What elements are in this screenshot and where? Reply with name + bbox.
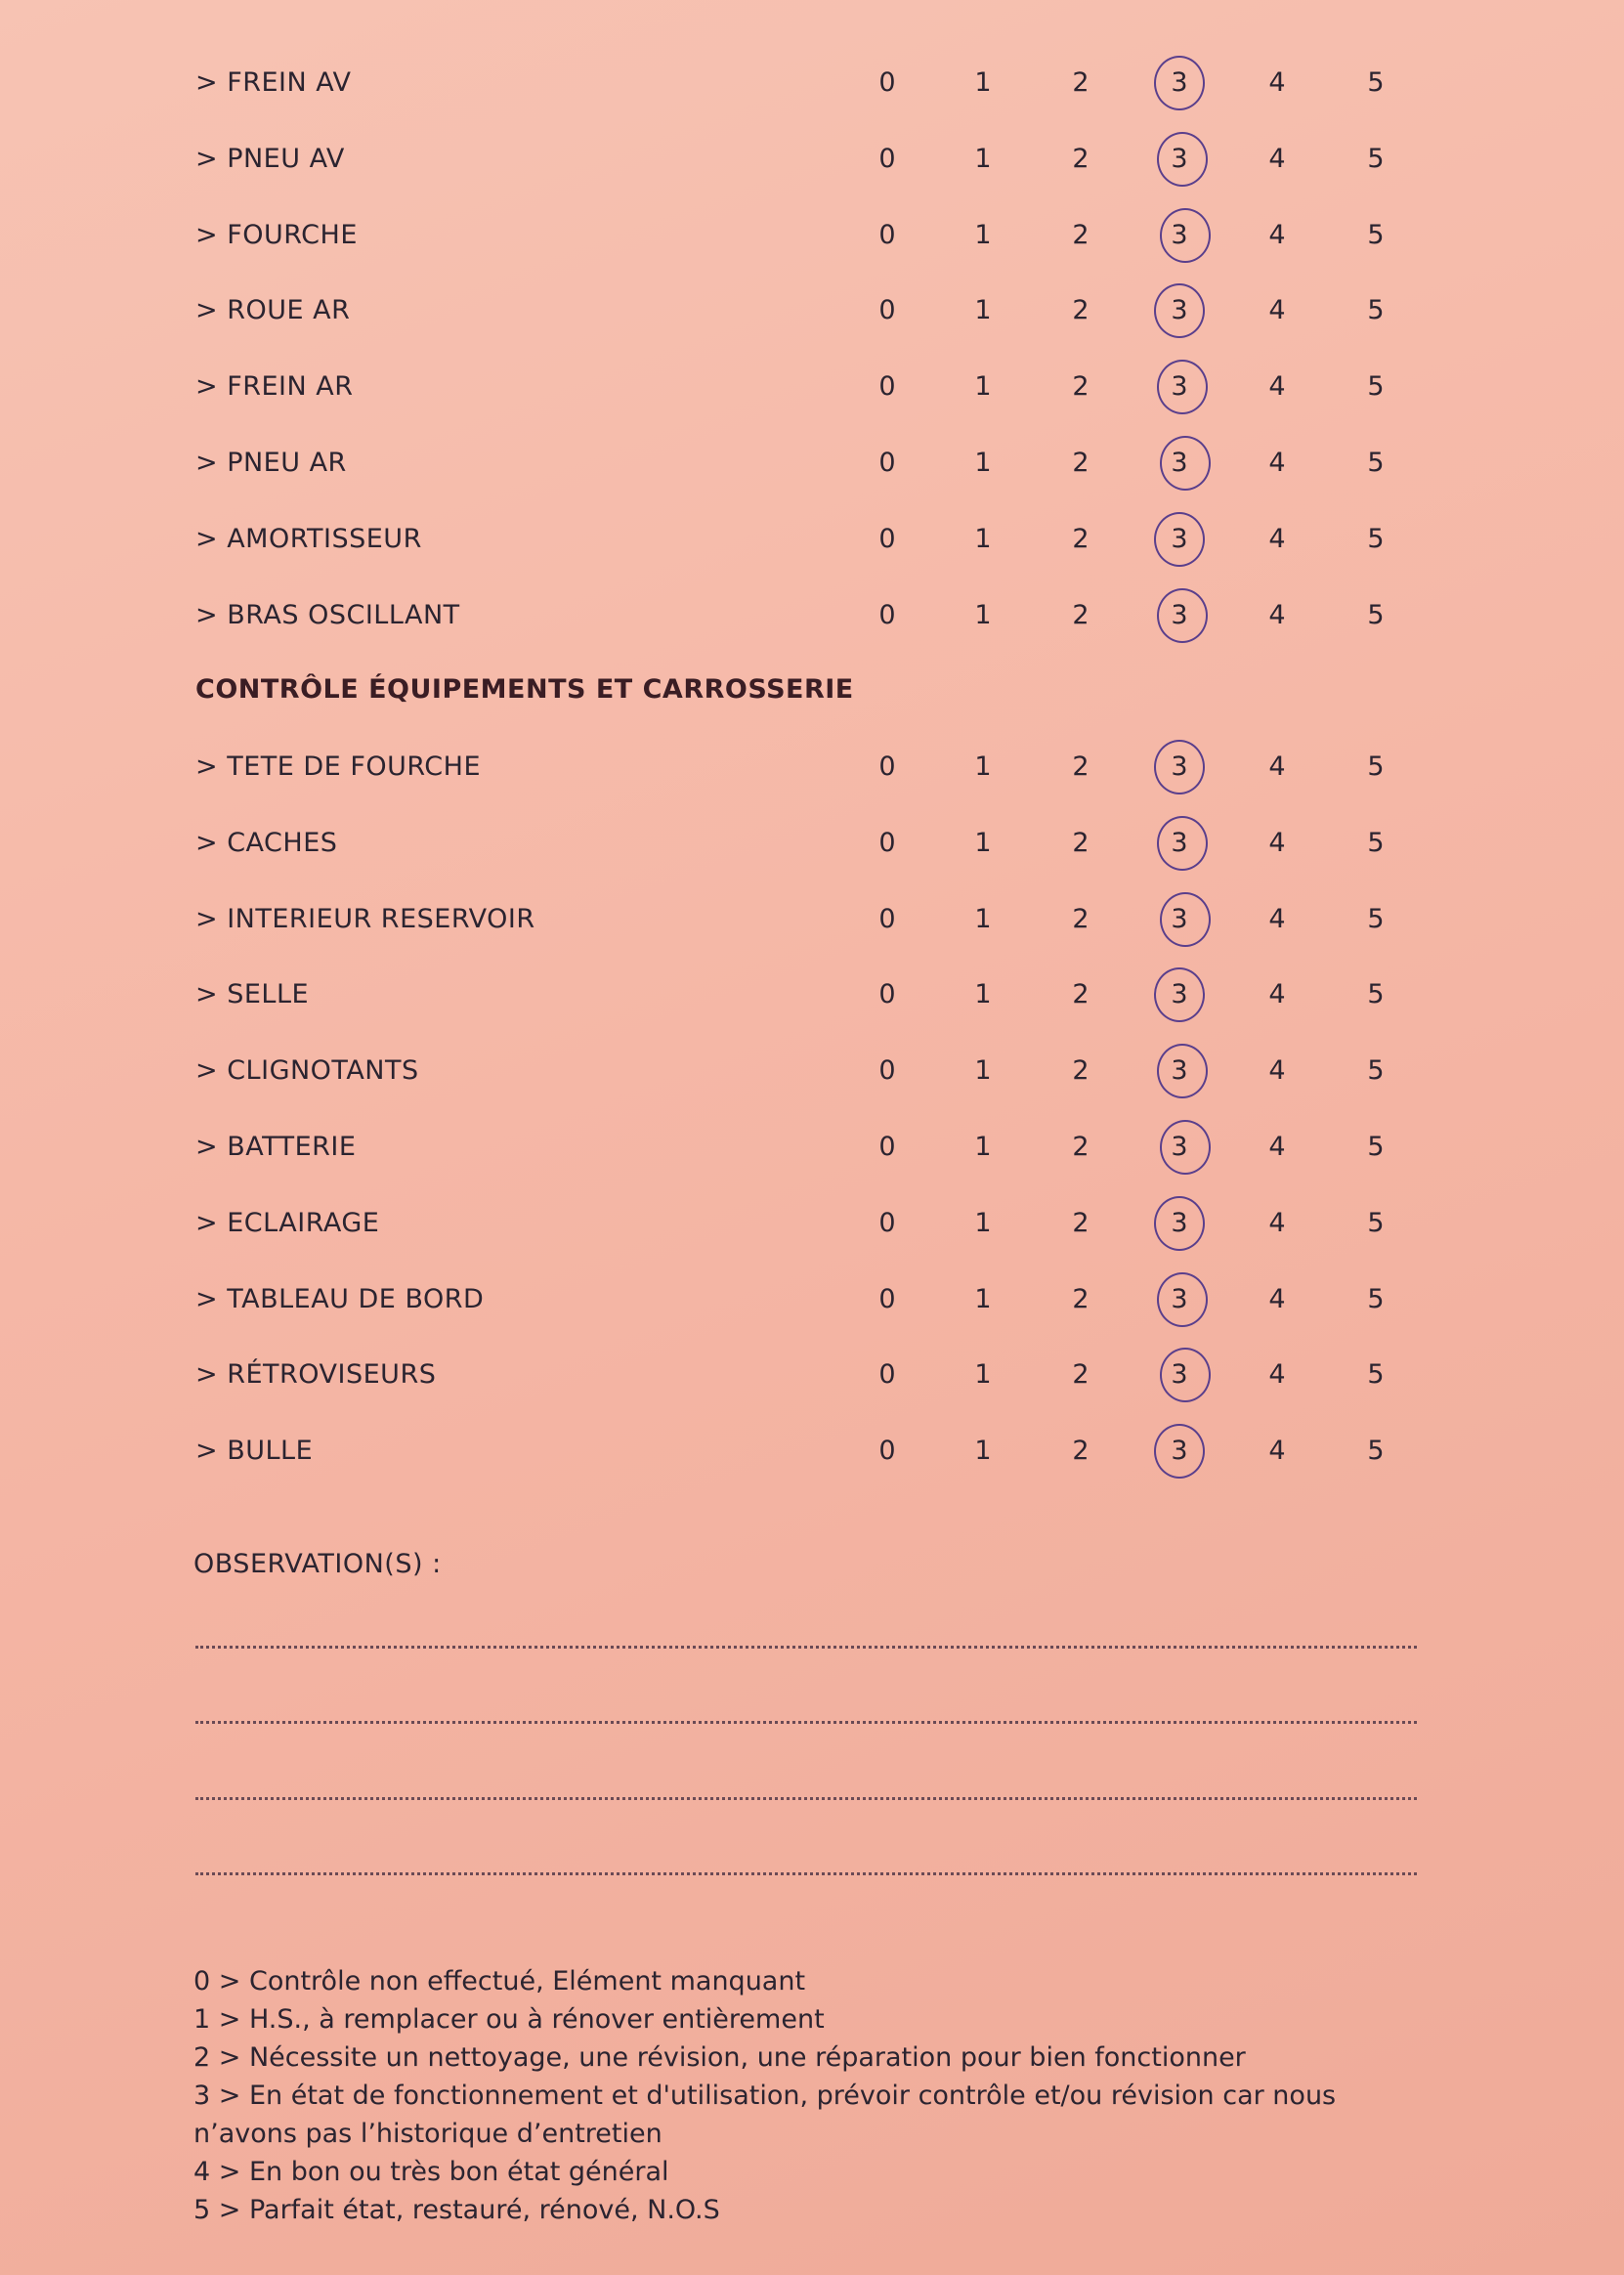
score-option-2[interactable]: 2 <box>1072 1359 1090 1391</box>
score-option-0[interactable]: 0 <box>878 371 896 403</box>
score-option-4[interactable]: 4 <box>1268 1436 1286 1467</box>
score-option-0[interactable]: 0 <box>878 219 896 250</box>
score-option-3[interactable]: 3 <box>1171 1207 1188 1238</box>
rating-row <box>0 510 1624 569</box>
score-option-2[interactable]: 2 <box>1072 751 1090 782</box>
rating-row <box>0 586 1624 645</box>
score-option-0[interactable]: 0 <box>878 1283 896 1314</box>
score-option-0[interactable]: 0 <box>878 827 896 858</box>
item-label: > TETE DE FOURCHE <box>195 751 481 782</box>
score-option-0[interactable]: 0 <box>878 143 896 174</box>
selected-score-circle <box>1154 1196 1205 1251</box>
score-option-2[interactable]: 2 <box>1072 979 1090 1010</box>
selected-score-circle <box>1160 892 1211 947</box>
score-option-1[interactable]: 1 <box>974 599 992 630</box>
selected-score-circle <box>1157 1272 1208 1327</box>
rating-row <box>0 1042 1624 1100</box>
score-option-1[interactable]: 1 <box>974 523 992 554</box>
score-option-2[interactable]: 2 <box>1072 1283 1090 1314</box>
rating-row <box>0 206 1624 265</box>
score-option-4[interactable]: 4 <box>1268 523 1286 554</box>
score-option-3[interactable]: 3 <box>1171 219 1188 250</box>
rating-row <box>0 358 1624 416</box>
score-option-4[interactable]: 4 <box>1268 751 1286 782</box>
score-option-5[interactable]: 5 <box>1367 1207 1385 1238</box>
score-option-0[interactable]: 0 <box>878 1359 896 1391</box>
item-label: > AMORTISSEUR <box>195 523 422 554</box>
score-option-0[interactable]: 0 <box>878 1207 896 1238</box>
score-option-1[interactable]: 1 <box>974 827 992 858</box>
rating-row <box>0 130 1624 189</box>
selected-score-circle <box>1154 1424 1205 1479</box>
score-option-5[interactable]: 5 <box>1367 979 1385 1010</box>
score-option-1[interactable]: 1 <box>974 143 992 174</box>
score-option-0[interactable]: 0 <box>878 599 896 630</box>
score-option-0[interactable]: 0 <box>878 903 896 934</box>
legend-item-3: 3 > En état de fonctionnement et d'utilisation, prévoir contrôle et/ou révision car nous n’avons pas l’historique d’entretien <box>193 2081 1337 2149</box>
selected-score-circle <box>1154 56 1205 110</box>
score-option-5[interactable]: 5 <box>1367 523 1385 554</box>
score-option-3[interactable]: 3 <box>1171 143 1188 174</box>
score-option-5[interactable]: 5 <box>1367 751 1385 782</box>
item-label: > PNEU AV <box>195 143 345 174</box>
rating-row <box>0 1118 1624 1177</box>
score-option-5[interactable]: 5 <box>1367 295 1385 326</box>
score-option-1[interactable]: 1 <box>974 448 992 478</box>
score-option-3[interactable]: 3 <box>1171 903 1188 934</box>
item-label: > ROUE AR <box>195 295 351 326</box>
score-option-1[interactable]: 1 <box>974 295 992 326</box>
score-option-1[interactable]: 1 <box>974 979 992 1010</box>
score-option-2[interactable]: 2 <box>1072 295 1090 326</box>
selected-score-circle <box>1160 1348 1211 1402</box>
score-option-3[interactable]: 3 <box>1171 523 1188 554</box>
score-option-1[interactable]: 1 <box>974 1055 992 1087</box>
selected-score-circle <box>1154 512 1205 567</box>
legend-item-4: 4 > En bon ou très bon état général <box>193 2157 669 2187</box>
legend-item-0: 0 > Contrôle non effectué, Elément manquant <box>193 1966 806 1996</box>
score-option-4[interactable]: 4 <box>1268 599 1286 630</box>
score-option-2[interactable]: 2 <box>1072 903 1090 934</box>
score-option-2[interactable]: 2 <box>1072 371 1090 403</box>
rating-row <box>0 281 1624 340</box>
item-label: > ECLAIRAGE <box>195 1207 380 1238</box>
selected-score-circle <box>1157 360 1208 414</box>
selected-score-circle <box>1160 436 1211 491</box>
score-option-2[interactable]: 2 <box>1072 67 1090 98</box>
score-option-0[interactable]: 0 <box>878 448 896 478</box>
observation-line[interactable] <box>195 1872 1417 1875</box>
score-option-3[interactable]: 3 <box>1171 371 1188 403</box>
score-option-3[interactable]: 3 <box>1171 979 1188 1010</box>
section-title-equipment: CONTRÔLE ÉQUIPEMENTS ET CARROSSERIE <box>195 674 854 705</box>
rating-row <box>0 54 1624 112</box>
observation-line[interactable] <box>195 1797 1417 1800</box>
score-option-5[interactable]: 5 <box>1367 1055 1385 1087</box>
score-option-5[interactable]: 5 <box>1367 67 1385 98</box>
score-option-0[interactable]: 0 <box>878 1055 896 1087</box>
score-option-3[interactable]: 3 <box>1171 1283 1188 1314</box>
selected-score-circle <box>1154 740 1205 794</box>
score-option-4[interactable]: 4 <box>1268 371 1286 403</box>
score-option-5[interactable]: 5 <box>1367 903 1385 934</box>
score-option-3[interactable]: 3 <box>1171 67 1188 98</box>
score-option-1[interactable]: 1 <box>974 751 992 782</box>
score-option-3[interactable]: 3 <box>1171 1132 1188 1162</box>
score-option-4[interactable]: 4 <box>1268 67 1286 98</box>
score-option-1[interactable]: 1 <box>974 1207 992 1238</box>
score-option-2[interactable]: 2 <box>1072 599 1090 630</box>
score-option-2[interactable]: 2 <box>1072 1207 1090 1238</box>
item-label: > FREIN AR <box>195 371 354 403</box>
score-option-5[interactable]: 5 <box>1367 143 1385 174</box>
score-option-4[interactable]: 4 <box>1268 448 1286 478</box>
score-option-5[interactable]: 5 <box>1367 1436 1385 1467</box>
score-option-3[interactable]: 3 <box>1171 1359 1188 1391</box>
score-option-1[interactable]: 1 <box>974 903 992 934</box>
score-option-5[interactable]: 5 <box>1367 827 1385 858</box>
score-option-0[interactable]: 0 <box>878 523 896 554</box>
rating-row <box>0 434 1624 493</box>
score-option-0[interactable]: 0 <box>878 1132 896 1162</box>
observations-label: OBSERVATION(S) : <box>193 1549 442 1579</box>
item-label: > CLIGNOTANTS <box>195 1055 419 1087</box>
rating-row <box>0 814 1624 873</box>
item-label: > FOURCHE <box>195 219 358 250</box>
score-option-4[interactable]: 4 <box>1268 1359 1286 1391</box>
score-option-1[interactable]: 1 <box>974 371 992 403</box>
score-option-4[interactable]: 4 <box>1268 143 1286 174</box>
observation-line[interactable] <box>195 1721 1417 1724</box>
rating-row <box>0 1346 1624 1404</box>
score-option-5[interactable]: 5 <box>1367 1359 1385 1391</box>
item-label: > BATTERIE <box>195 1132 357 1162</box>
score-option-4[interactable]: 4 <box>1268 1207 1286 1238</box>
score-option-5[interactable]: 5 <box>1367 1132 1385 1162</box>
score-option-4[interactable]: 4 <box>1268 295 1286 326</box>
score-option-5[interactable]: 5 <box>1367 219 1385 250</box>
legend-item-1: 1 > H.S., à remplacer ou à rénover entièrement <box>193 2004 825 2035</box>
score-option-2[interactable]: 2 <box>1072 143 1090 174</box>
score-option-5[interactable]: 5 <box>1367 599 1385 630</box>
score-option-0[interactable]: 0 <box>878 979 896 1010</box>
score-option-1[interactable]: 1 <box>974 67 992 98</box>
score-option-3[interactable]: 3 <box>1171 1436 1188 1467</box>
rating-row <box>0 890 1624 949</box>
item-label: > CACHES <box>195 827 338 858</box>
selected-score-circle <box>1154 967 1205 1022</box>
score-option-2[interactable]: 2 <box>1072 1055 1090 1087</box>
score-option-4[interactable]: 4 <box>1268 1283 1286 1314</box>
rating-row <box>0 738 1624 796</box>
rating-row <box>0 1270 1624 1329</box>
score-option-3[interactable]: 3 <box>1171 827 1188 858</box>
item-label: > FREIN AV <box>195 67 352 98</box>
score-option-4[interactable]: 4 <box>1268 1132 1286 1162</box>
score-option-2[interactable]: 2 <box>1072 1436 1090 1467</box>
selected-score-circle <box>1154 283 1205 338</box>
score-legend <box>193 1962 1425 2229</box>
score-option-4[interactable]: 4 <box>1268 979 1286 1010</box>
item-label: > TABLEAU DE BORD <box>195 1283 485 1314</box>
score-option-0[interactable]: 0 <box>878 1436 896 1467</box>
score-option-0[interactable]: 0 <box>878 295 896 326</box>
score-option-1[interactable]: 1 <box>974 1132 992 1162</box>
score-option-2[interactable]: 2 <box>1072 1132 1090 1162</box>
score-option-2[interactable]: 2 <box>1072 523 1090 554</box>
item-label: > RÉTROVISEURS <box>195 1359 437 1391</box>
score-option-1[interactable]: 1 <box>974 1359 992 1391</box>
selected-score-circle <box>1157 816 1208 871</box>
score-option-1[interactable]: 1 <box>974 219 992 250</box>
legend-item-5: 5 > Parfait état, restauré, rénové, N.O.S <box>193 2195 720 2225</box>
score-option-0[interactable]: 0 <box>878 67 896 98</box>
score-option-1[interactable]: 1 <box>974 1436 992 1467</box>
score-option-3[interactable]: 3 <box>1171 599 1188 630</box>
item-label: > SELLE <box>195 979 310 1010</box>
score-option-5[interactable]: 5 <box>1367 448 1385 478</box>
item-label: > BULLE <box>195 1436 314 1467</box>
score-option-1[interactable]: 1 <box>974 1283 992 1314</box>
item-label: > INTERIEUR RESERVOIR <box>195 903 535 934</box>
item-label: > PNEU AR <box>195 448 347 478</box>
score-option-4[interactable]: 4 <box>1268 219 1286 250</box>
score-option-3[interactable]: 3 <box>1171 751 1188 782</box>
score-option-4[interactable]: 4 <box>1268 903 1286 934</box>
score-option-5[interactable]: 5 <box>1367 371 1385 403</box>
score-option-4[interactable]: 4 <box>1268 827 1286 858</box>
selected-score-circle <box>1160 208 1211 263</box>
rating-row <box>0 1422 1624 1481</box>
selected-score-circle <box>1160 1120 1211 1175</box>
score-option-5[interactable]: 5 <box>1367 1283 1385 1314</box>
score-option-3[interactable]: 3 <box>1171 448 1188 478</box>
score-option-2[interactable]: 2 <box>1072 827 1090 858</box>
score-option-2[interactable]: 2 <box>1072 219 1090 250</box>
rating-row <box>0 966 1624 1024</box>
selected-score-circle <box>1157 1044 1208 1098</box>
legend-item-2: 2 > Nécessite un nettoyage, une révision, une réparation pour bien fonctionner <box>193 2042 1246 2073</box>
score-option-4[interactable]: 4 <box>1268 1055 1286 1087</box>
selected-score-circle <box>1157 588 1208 643</box>
rating-row <box>0 1194 1624 1253</box>
item-label: > BRAS OSCILLANT <box>195 599 460 630</box>
score-option-2[interactable]: 2 <box>1072 448 1090 478</box>
observation-line[interactable] <box>195 1646 1417 1649</box>
score-option-0[interactable]: 0 <box>878 751 896 782</box>
selected-score-circle <box>1157 132 1208 187</box>
score-option-3[interactable]: 3 <box>1171 1055 1188 1087</box>
score-option-3[interactable]: 3 <box>1171 295 1188 326</box>
